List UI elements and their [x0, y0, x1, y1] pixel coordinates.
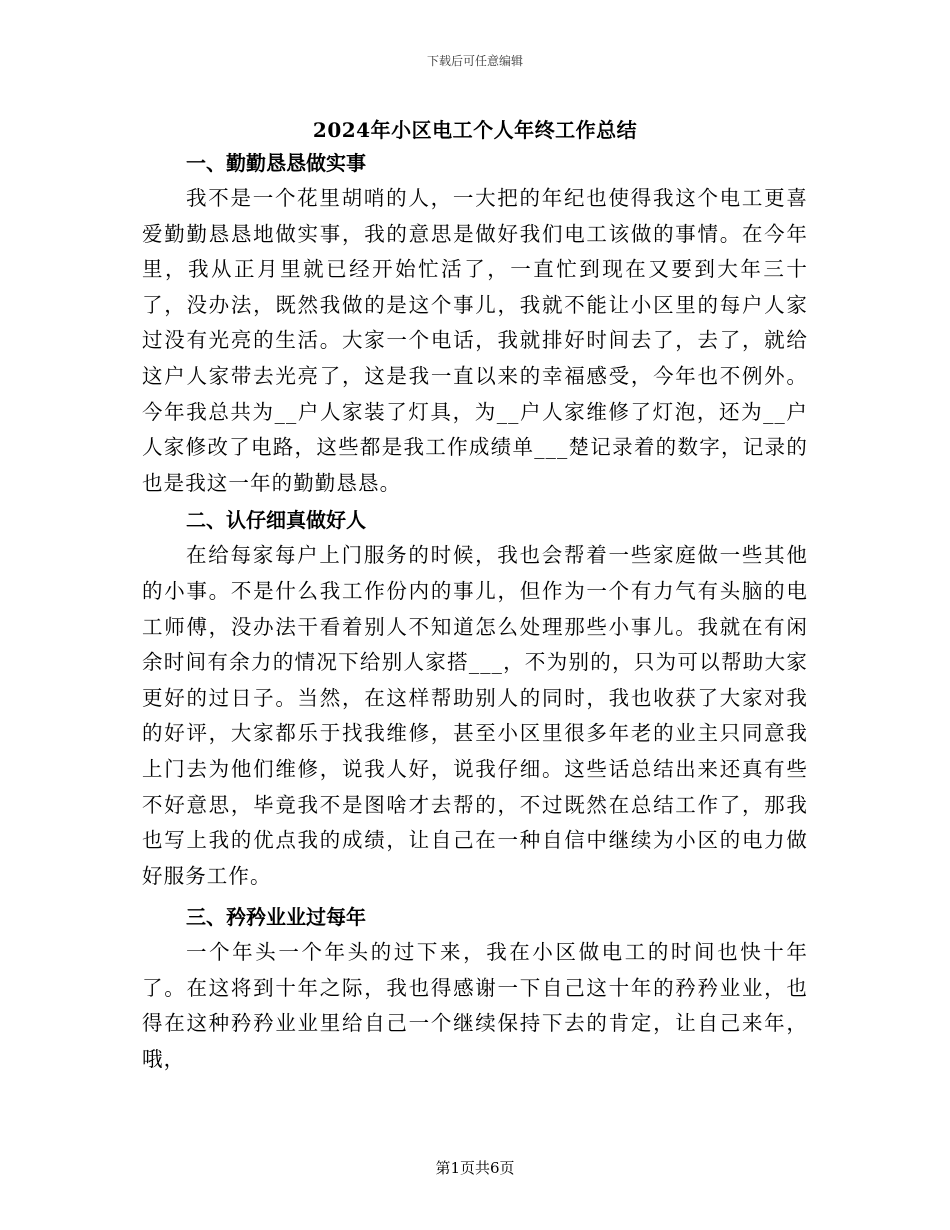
section-heading: 二、认仔细真做好人 — [186, 508, 366, 533]
section-paragraph: 在给每家每户上门服务的时候，我也会帮着一些家庭做一些其他的小事。不是什么我工作份内的事儿，但作为一个有力气有头脑的电工师傅，没办法干看着别人不知道怎么处理那些小事儿。我就在有闲余时间有余力的情况下给别人家搭___，不为别的，只为可以帮助大家更好的过日子。当然，在这样帮助别人的同时，我也收获了大家对我的好评，大家都乐于找我维修，甚至小区里很多年老的业主只同意我上门去为他们维修，说我人好，说我仔细。这些话总结出来还真有些不好意思，毕竟我不是图啥才去帮的，不过既然在总结工作了，那我也写上我的优点我的成绩，让自己在一种自信中继续为小区的电力做好服务工作。 — [142, 543, 808, 888]
section-2 — [142, 503, 808, 894]
section-3 — [142, 900, 808, 1077]
section-paragraph: 我不是一个花里胡哨的人，一大把的年纪也使得我这个电工更喜爱勤勤恳恳地做实事，我的意思是做好我们电工该做的事情。在今年里，我从正月里就已经开始忙活了，一直忙到现在又要到大年三十了，没办法，既然我做的是这个事儿，我就不能让小区里的每户人家过没有光亮的生活。大家一个电话，我就排好时间去了，去了，就给这户人家带去光亮了，这是我一直以来的幸福感受，今年也不例外。今年我总共为__户人家装了灯具，为__户人家维修了灯泡，还为__户人家修改了电路，这些都是我工作成绩单___楚记录着的数字，记录的也是我这一年的勤勤恳恳。 — [142, 186, 808, 495]
section-paragraph: 一个年头一个年头的过下来，我在小区做电工的时间也快十年了。在这将到十年之际，我也得感谢一下自己这十年的矜矜业业，也得在这种矜矜业业里给自己一个继续保持下去的肯定，让自己来年，哦， — [142, 940, 808, 1072]
document-body — [142, 146, 808, 1078]
document-title: 2024年小区电工个人年终工作总结 — [312, 118, 638, 142]
section-1 — [142, 146, 808, 501]
section-heading: 三、矜矜业业过每年 — [186, 905, 366, 930]
header-note: 下载后可任意编辑 — [426, 54, 523, 68]
page-footer: 第1页共6页 — [435, 1159, 515, 1177]
section-heading: 一、勤勤恳恳做实事 — [186, 151, 366, 175]
